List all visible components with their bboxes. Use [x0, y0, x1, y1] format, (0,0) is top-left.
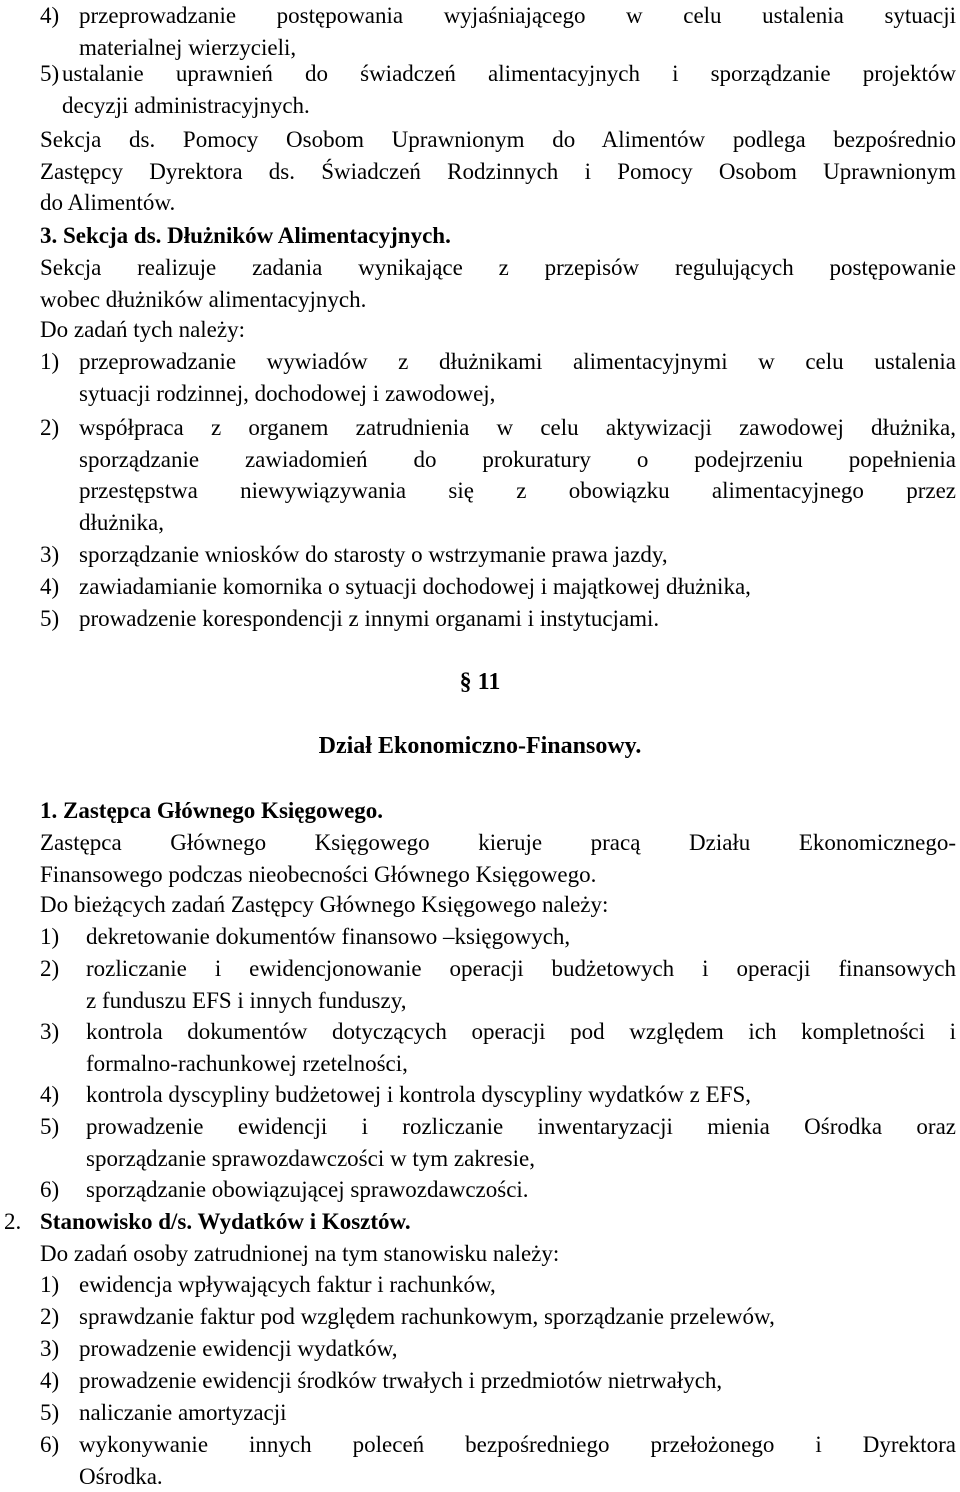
list-text-line: przestępstwa niewywiązywania się z obowiązku alimentacyjnego przez [79, 475, 956, 507]
paragraph-line: Zastępcy Dyrektora ds. Świadczeń Rodzinnych i Pomocy Osobom Uprawnionym [40, 156, 956, 188]
list-number: 5) [40, 603, 59, 635]
paragraph-mark: § 11 [0, 667, 960, 699]
list-number: 4) [40, 0, 59, 32]
section-heading: Stanowisko d/s. Wydatków i Kosztów. [40, 1206, 956, 1238]
list-intro: Do zadań osoby zatrudnionej na tym stanowisku należy: [40, 1238, 956, 1270]
list-text-line: naliczanie amortyzacji [79, 1397, 956, 1429]
list-text-line: dekretowanie dokumentów finansowo –księgowych, [86, 921, 956, 953]
list-text-line: formalno-rachunkowej rzetelności, [86, 1048, 956, 1080]
paragraph-line: Zastępca Głównego Księgowego kieruje pracą Działu Ekonomicznego- [40, 827, 956, 859]
list-text-line: przeprowadzanie postępowania wyjaśniającego w celu ustalenia sytuacji [79, 0, 956, 32]
list-text-line: dłużnika, [79, 507, 956, 539]
list-number: 1) [40, 1269, 59, 1301]
paragraph-line: Sekcja realizuje zadania wynikające z przepisów regulujących postępowanie [40, 252, 956, 284]
list-text-line: materialnej wierzycieli, [79, 32, 956, 64]
list-text-line: prowadzenie ewidencji środków trwałych i przedmiotów nietrwałych, [79, 1365, 956, 1397]
list-number: 4) [40, 571, 59, 603]
list-text-line: sporządzanie sprawozdawczości w tym zakresie, [86, 1143, 956, 1175]
subordination-paragraph [40, 124, 956, 219]
list-text-line: z funduszu EFS i innych funduszy, [86, 985, 956, 1017]
paragraph-line: wobec dłużników alimentacyjnych. [40, 284, 956, 316]
list-text-line: ustalanie uprawnień do świadczeń alimentacyjnych i sporządzanie projektów [62, 58, 956, 90]
section-heading: 3. Sekcja ds. Dłużników Alimentacyjnych. [40, 220, 956, 252]
list-number: 1) [40, 921, 59, 953]
list-text-line: sporządzanie wniosków do starosty o wstrzymanie prawa jazdy, [79, 539, 956, 571]
list-text-line: prowadzenie ewidencji wydatków, [79, 1333, 956, 1365]
paragraph-line: Finansowego podczas nieobecności Głównego Księgowego. [40, 859, 956, 891]
list-text-line: kontrola dyscypliny budżetowej i kontrola dyscypliny wydatków z EFS, [86, 1079, 956, 1111]
section-heading: 1. Zastępca Głównego Księgowego. [40, 795, 956, 827]
paragraph-line: do Alimentów. [40, 187, 956, 219]
section-description [40, 252, 956, 315]
section-number: 2. [4, 1206, 21, 1238]
list-text-line: rozliczanie i ewidencjonowanie operacji budżetowych i operacji finansowych [86, 953, 956, 985]
list-text-line: prowadzenie ewidencji i rozliczanie inwentaryzacji mienia Ośrodka oraz [86, 1111, 956, 1143]
list-text-line: przeprowadzanie wywiadów z dłużnikami alimentacyjnymi w celu ustalenia [79, 346, 956, 378]
list-number: 3) [40, 1333, 59, 1365]
list-number: 4) [40, 1365, 59, 1397]
list-text-line: decyzji administracyjnych. [62, 90, 956, 122]
list-number: 6) [40, 1429, 59, 1461]
list-text-line: sprawdzanie faktur pod względem rachunkowym, sporządzanie przelewów, [79, 1301, 956, 1333]
list-number: 6) [40, 1174, 59, 1206]
list-number: 5) [40, 1397, 59, 1429]
list-text-line: prowadzenie korespondencji z innymi organami i instytucjami. [79, 603, 956, 635]
section-description [40, 827, 956, 890]
list-intro: Do zadań tych należy: [40, 314, 956, 346]
list-text-line: ewidencja wpływających faktur i rachunków, [79, 1269, 956, 1301]
list-text-line: sporządzanie zawiadomień do prokuratury o podejrzeniu popełnienia [79, 444, 956, 476]
list-number: 1) [40, 346, 59, 378]
list-number: 2) [40, 1301, 59, 1333]
list-intro: Do bieżących zadań Zastępcy Głównego Księgowego należy: [40, 889, 956, 921]
list-text-line: sporządzanie obowiązującej sprawozdawczości. [86, 1174, 956, 1206]
list-text-line: kontrola dokumentów dotyczących operacji pod względem ich kompletności i [86, 1016, 956, 1048]
list-number: 3) [40, 1016, 59, 1048]
list-text-line: zawiadamianie komornika o sytuacji dochodowej i majątkowej dłużnika, [79, 571, 956, 603]
list-number: 4) [40, 1079, 59, 1111]
paragraph-line: Sekcja ds. Pomocy Osobom Uprawnionym do Alimentów podlega bezpośrednio [40, 124, 956, 156]
list-text-line: wykonywanie innych poleceń bezpośredniego przełożonego i Dyrektora [79, 1429, 956, 1461]
department-title: Dział Ekonomiczno-Finansowy. [0, 731, 960, 763]
list-text-line: Ośrodka. [79, 1461, 956, 1492]
list-number: 5) [40, 1111, 59, 1143]
list-number: 2) [40, 412, 59, 444]
list-number: 2) [40, 953, 59, 985]
list-text-line: współpraca z organem zatrudnienia w celu aktywizacji zawodowej dłużnika, [79, 412, 956, 444]
list-number: 3) [40, 539, 59, 571]
list-text-line: sytuacji rodzinnej, dochodowej i zawodowej, [79, 378, 956, 410]
list-number: 5) [40, 58, 59, 90]
